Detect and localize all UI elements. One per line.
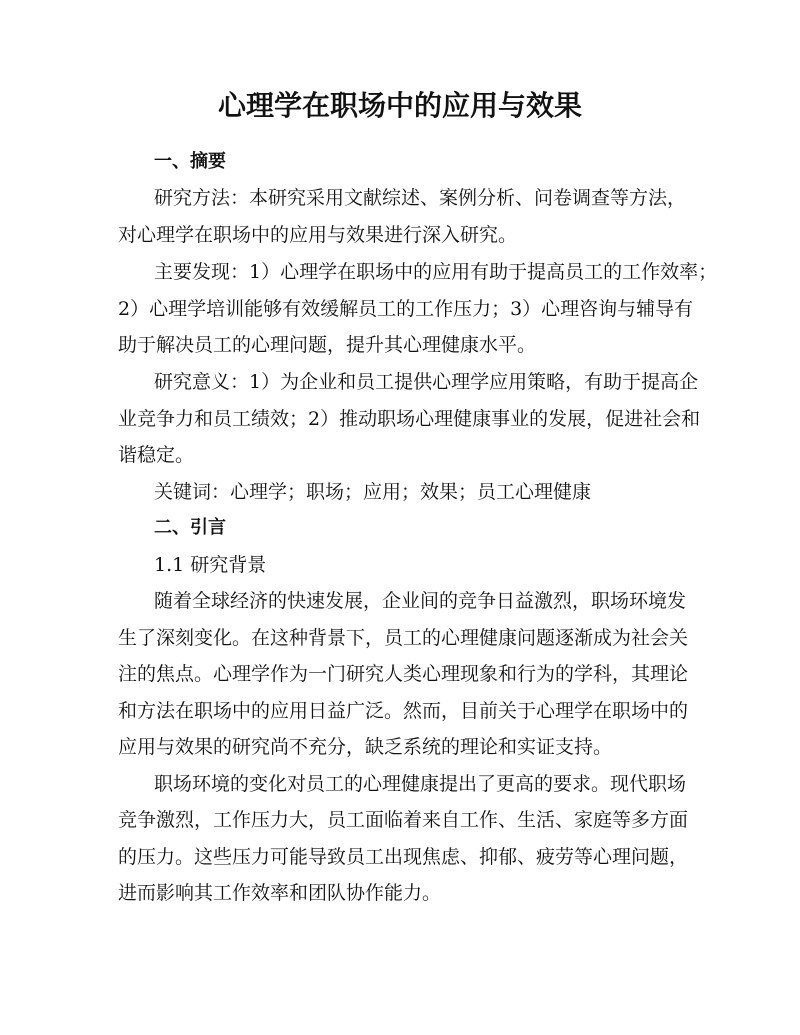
background-para1-line-5: 应用与效果的研究尚不充分，缺乏系统的理论和实证支持。: [118, 736, 613, 758]
subheading-background: 1.1 研究背景: [154, 554, 267, 576]
method-line-2: 对心理学在职场中的应用与效果进行深入研究。: [118, 224, 518, 246]
significance-line-3: 谐稳定。: [118, 444, 195, 466]
background-para2-line-4: 进而影响其工作效率和团队协作能力。: [118, 882, 442, 904]
background-para1-line-3: 注的焦点。心理学作为一门研究人类心理现象和行为的学科，其理论: [118, 663, 689, 685]
keywords-line: 关键词：心理学；职场；应用；效果；员工心理健康: [154, 481, 592, 503]
background-para1-line-4: 和方法在职场中的应用日益广泛。然而，目前关于心理学在职场中的: [118, 700, 689, 722]
findings-line-3: 助于解决员工的心理问题，提升其心理健康水平。: [118, 334, 537, 356]
section-heading-abstract: 一、摘要: [154, 151, 226, 172]
background-para1-line-1: 随着全球经济的快速发展，企业间的竞争日益激烈，职场环境发: [154, 590, 687, 612]
significance-line-1: 研究意义：1）为企业和员工提供心理学应用策略，有助于提高企: [154, 371, 699, 393]
page-title: 心理学在职场中的应用与效果: [217, 89, 582, 122]
background-para2-line-2: 竞争激烈，工作压力大，员工面临着来自工作、生活、家庭等多方面: [118, 809, 689, 831]
significance-line-2: 业竞争力和员工绩效；2）推动职场心理健康事业的发展，促进社会和: [118, 408, 701, 430]
findings-line-2: 2）心理学培训能够有效缓解员工的工作压力；3）心理咨询与辅导有: [118, 298, 694, 320]
findings-line-1: 主要发现：1）心理学在职场中的应用有助于提高员工的工作效率；: [154, 261, 718, 283]
background-para2-line-1: 职场环境的变化对员工的心理健康提出了更高的要求。现代职场: [154, 773, 687, 795]
background-para2-line-3: 的压力。这些压力可能导致员工出现焦虑、抑郁、疲劳等心理问题，: [118, 846, 689, 868]
section-heading-introduction: 二、引言: [154, 517, 226, 538]
method-line-1: 研究方法：本研究采用文献综述、案例分析、问卷调查等方法，: [154, 187, 687, 209]
background-para1-line-2: 生了深刻变化。在这种背景下，员工的心理健康问题逐渐成为社会关: [118, 627, 689, 649]
